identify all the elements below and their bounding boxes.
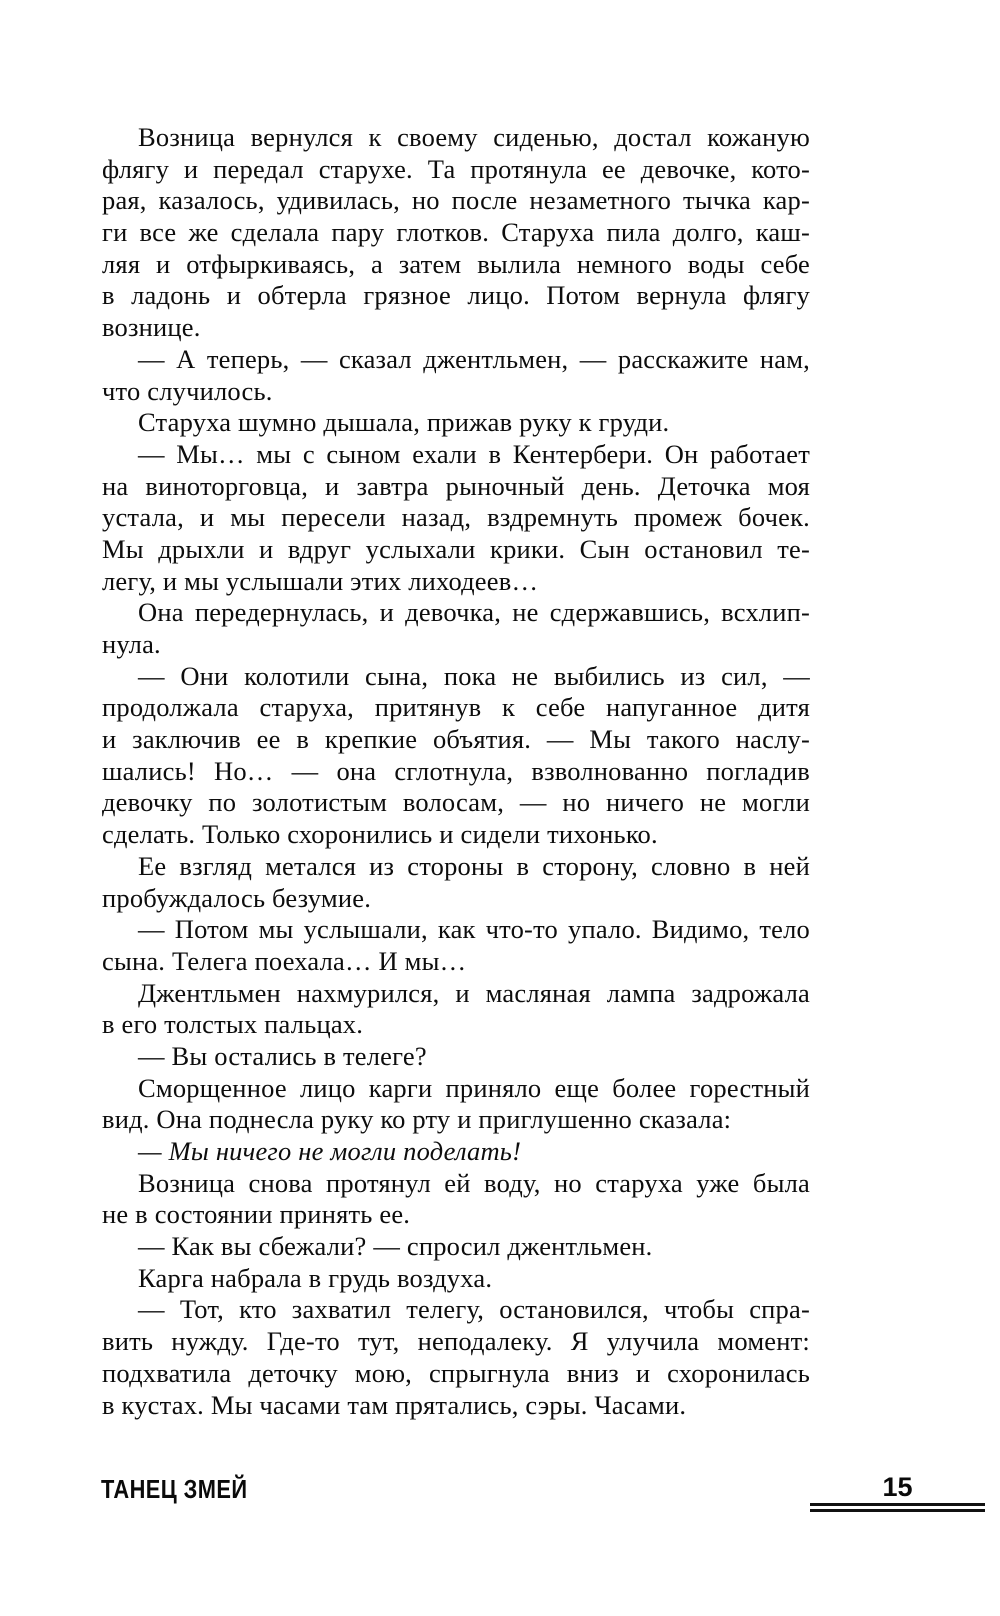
text-line: — А теперь, — сказал джентльмен, — расскажите нам, <box>138 343 810 374</box>
text-line: в ладонь и обтерла грязное лицо. Потом вернула флягу <box>102 280 810 311</box>
text-line: пробуждалось безумие. <box>102 882 372 913</box>
paragraph <box>102 661 810 851</box>
text-line: вить нужду. Где-то тут, неподалеку. Я улучила момент: <box>102 1326 810 1357</box>
text-line: сына. Телега поехала… И мы… <box>102 945 467 976</box>
text-line: сделать. Только схоронились и сидели тихонько. <box>102 819 658 850</box>
text-line: флягу и передал старухе. Та протянула ее девочке, кото- <box>102 153 810 184</box>
text-line: — Они колотили сына, пока не выбились из сил, — <box>138 660 810 691</box>
paragraph <box>102 914 810 977</box>
paragraph <box>102 439 810 597</box>
text-line: продолжала старуха, притянув к себе напуганное дитя <box>102 692 810 723</box>
text-line: — Потом мы услышали, как что-то упало. Видимо, тело <box>138 914 810 945</box>
paragraph <box>102 1136 810 1168</box>
paragraph <box>102 122 810 344</box>
text-line: Мы дрыхли и вдруг услыхали крики. Сын остановил те- <box>102 533 810 564</box>
text-line: вид. Она поднесла руку ко рту и приглушенно сказала: <box>102 1104 732 1135</box>
text-line: легу, и мы услышали этих лиходеев… <box>102 565 539 596</box>
text-line: нула. <box>102 629 161 659</box>
text-line: не в состоянии принять ее. <box>102 1199 411 1230</box>
text-line: Ее взгляд метался из стороны в сторону, словно в ней <box>138 850 810 881</box>
text-line: Возница снова протянул ей воду, но старуха уже была <box>138 1167 810 1198</box>
paragraph <box>102 407 810 439</box>
footer-page-number: 15 <box>882 1472 913 1502</box>
text-line: в его толстых пальцах. <box>102 1009 364 1040</box>
text-line: подхватила деточку мою, спрыгнула вниз и схоронилась <box>102 1357 810 1388</box>
text-line: — Мы ничего не могли поделать! <box>138 1136 522 1166</box>
text-line: в кустах. Мы часами там прятались, сэры. Часами. <box>102 1389 687 1420</box>
text-line: девочку по золотистым волосам, — но ничего не могли <box>102 787 810 818</box>
text-line: Карга набрала в грудь воздуха. <box>138 1262 493 1293</box>
footer-book-title: ТАНЕЦ ЗМЕЙ <box>101 1474 248 1504</box>
paragraph <box>102 1041 810 1073</box>
paragraph <box>102 1263 810 1295</box>
text-line: Старуха шумно дышала, прижав руку к груди. <box>138 407 670 438</box>
text-line: ги все же сделала пару глотков. Старуха пила долго, каш- <box>102 217 810 248</box>
text-line: — Вы остались в телеге? <box>138 1040 427 1071</box>
text-line: Джентльмен нахмурился, и масляная лампа задрожала <box>138 977 810 1008</box>
paragraph <box>102 1231 810 1263</box>
text-line: Сморщенное лицо карги приняло еще более горестный <box>138 1072 810 1103</box>
paragraph <box>102 851 810 914</box>
paragraph <box>102 978 810 1041</box>
footer-double-rule <box>810 1503 985 1512</box>
paragraph <box>102 1168 810 1231</box>
text-line: на виноторговца, и завтра рыночный день. Деточка моя <box>102 470 810 501</box>
text-block <box>102 122 810 1421</box>
text-line: рая, казалось, удивилась, но после незаметного тычка кар- <box>102 185 810 216</box>
paragraph <box>102 597 810 660</box>
text-line: — Тот, кто захватил телегу, остановился, чтобы спра- <box>138 1294 810 1325</box>
text-line: шались! Но… — она сглотнула, взволнованно погладив <box>102 755 810 786</box>
text-line: и заключив ее в крепкие объятия. — Мы такого наслу- <box>102 724 810 755</box>
text-line: вознице. <box>102 312 201 343</box>
paragraph <box>102 344 810 407</box>
text-line: устала, и мы пересели назад, вздремнуть промеж бочек. <box>102 502 810 533</box>
text-line: ляя и отфыркиваясь, а затем вылила немного воды себе <box>102 248 810 279</box>
paragraph <box>102 1073 810 1136</box>
paragraph <box>102 1294 810 1421</box>
text-line: Возница вернулся к своему сиденью, достал кожаную <box>138 122 810 152</box>
text-line: Она передернулась, и девочка, не сдержавшись, всхлип- <box>138 597 810 628</box>
text-line: — Как вы сбежали? — спросил джентльмен. <box>138 1231 653 1262</box>
text-line: — Мы… мы с сыном ехали в Кентербери. Он работает <box>138 438 810 469</box>
text-line: что случилось. <box>102 375 273 406</box>
